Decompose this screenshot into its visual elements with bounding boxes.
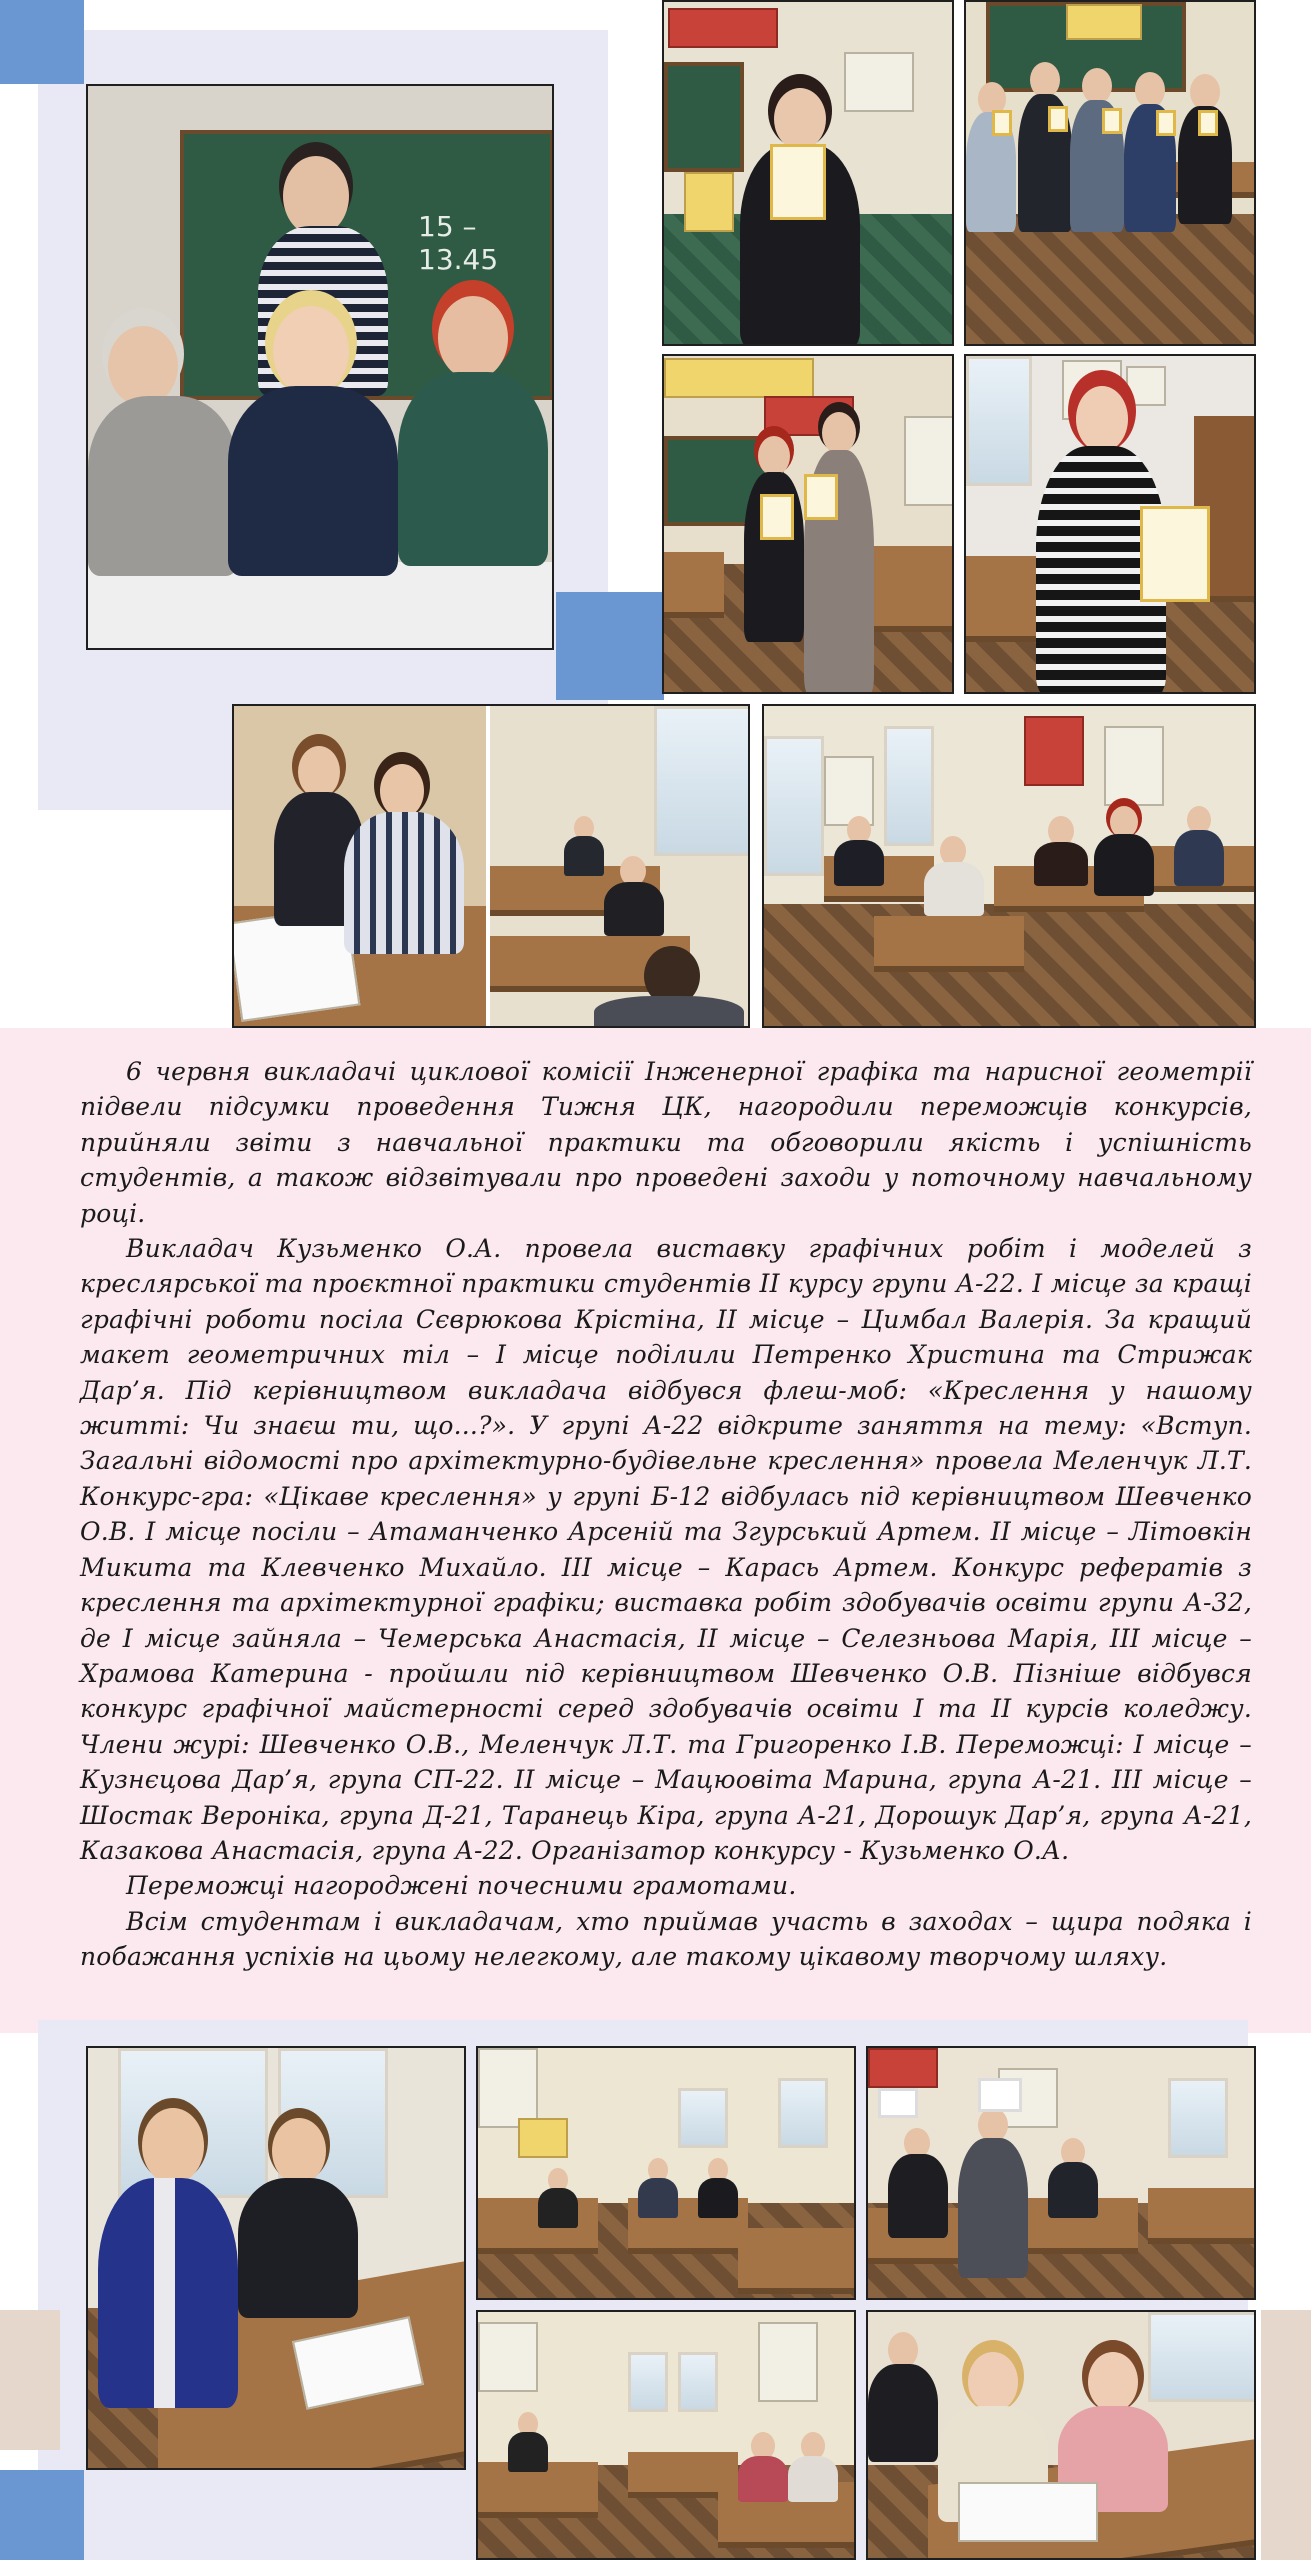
article-paragraph-awards: Переможці нагороджені почесними грамотами. <box>126 1871 797 1901</box>
photo-two-students-certificates <box>662 354 954 694</box>
photo-student-certificate-1 <box>662 0 954 346</box>
article-paragraph-thanks: Всім студентам і викладачам, хто приймав участь в заходах – щира подяка і побажання успіхів на цьому нелегкому, але такому цікавому творчому шляху. <box>80 1906 1252 1972</box>
photo-student-certificate-2 <box>964 354 1256 694</box>
photo-girls-drawing <box>866 2310 1256 2560</box>
photo-group-certificates <box>964 0 1256 346</box>
article-paragraph-intro: 6 червня викладачі циклової комісії Інженерної графіка та нарисної геометрії підвели підсумки проведення Тижня ЦК, нагородили переможців конкурсів, прийняли звіти з навчальної практики та обговорили якість і успішність студентів, а також відзвітували про проведені заходи у поточному навчальному році. <box>80 1057 1252 1228</box>
decorative-square-blue <box>0 0 84 84</box>
photo-classroom-wide <box>762 704 1256 1028</box>
article-paragraph-details: Викладач Кузьменко О.А. провела виставку графічних робіт і моделей з креслярської та проєктної практики студентів ІІ курсу групи А-22. І місце за кращі графічні роботи посіла Сєврюкова Крістіна, ІІ місце – Цимбал Валерія. За кращий макет геометричних тіл – І місце поділили Петренко Христина та Стрижак Дар’я. Під керівництвом викладача відбувся флеш-моб: «Креслення у нашому житті: Чи знаєш ти, що...?». У групі А-22 відкрите заняття на тему: «Вступ. Загальні відомості про архітектурно-будівельне креслення» провела Меленчук Л.Т. Конкурс-гра: «Цікаве креслення» у групі Б-12 відбулась під керівництвом Шевченко О.В. І місце посіли – Атаманченко Арсеній та Згурський Артем. ІІ місце – Літовкін Микита та Клевченко Михайло. ІІІ місце – Карась Артем. Конкурс рефератів з креслення та архітектурної графіки; виставка робіт здобувачів освіти групи А-32, де І місце зайняла – Чемерська Анастасія, ІІ місце – Селезньова Марія, ІІІ місце – Храмова Катерина - пройшли під керівництвом Шевченко О.В. Пізніше відбувся конкурс графічної майстерності серед здобувачів освіти І та ІІ курсів коледжу. Члени журі: Шевченко О.В., Меленчук Л.Т. та Григоренко І.В. Переможці: І місце – Кузнєцова Дар’я, група СП-22. ІІ місце – Мацюовіта Марина, група А-21. ІІІ місце – Шостак Вероніка, група Д-21, Таранець Кіра, група А-21, Дорошук Дар’я, група А-21, Казакова Анастасія, група А-22. Організатор конкурсу - Кузьменко О.А. <box>80 1234 1252 1865</box>
article-text <box>80 1054 1252 1975</box>
photo-students-collage <box>232 704 750 1028</box>
photo-classroom-rows-1 <box>476 2046 856 2300</box>
board-writing: 15 – 13.45 <box>418 210 499 276</box>
photo-two-boys-desk <box>86 2046 466 2470</box>
photo-classroom-students-papers <box>866 2046 1256 2300</box>
photo-teachers <box>86 84 554 650</box>
photo-classroom-rows-2 <box>476 2310 856 2560</box>
decorative-square-blue-bottom <box>0 2470 84 2560</box>
decorative-block-tan <box>0 2310 60 2450</box>
decorative-square-blue-mid <box>556 592 664 700</box>
decorative-block-tan-right <box>1261 2310 1311 2560</box>
